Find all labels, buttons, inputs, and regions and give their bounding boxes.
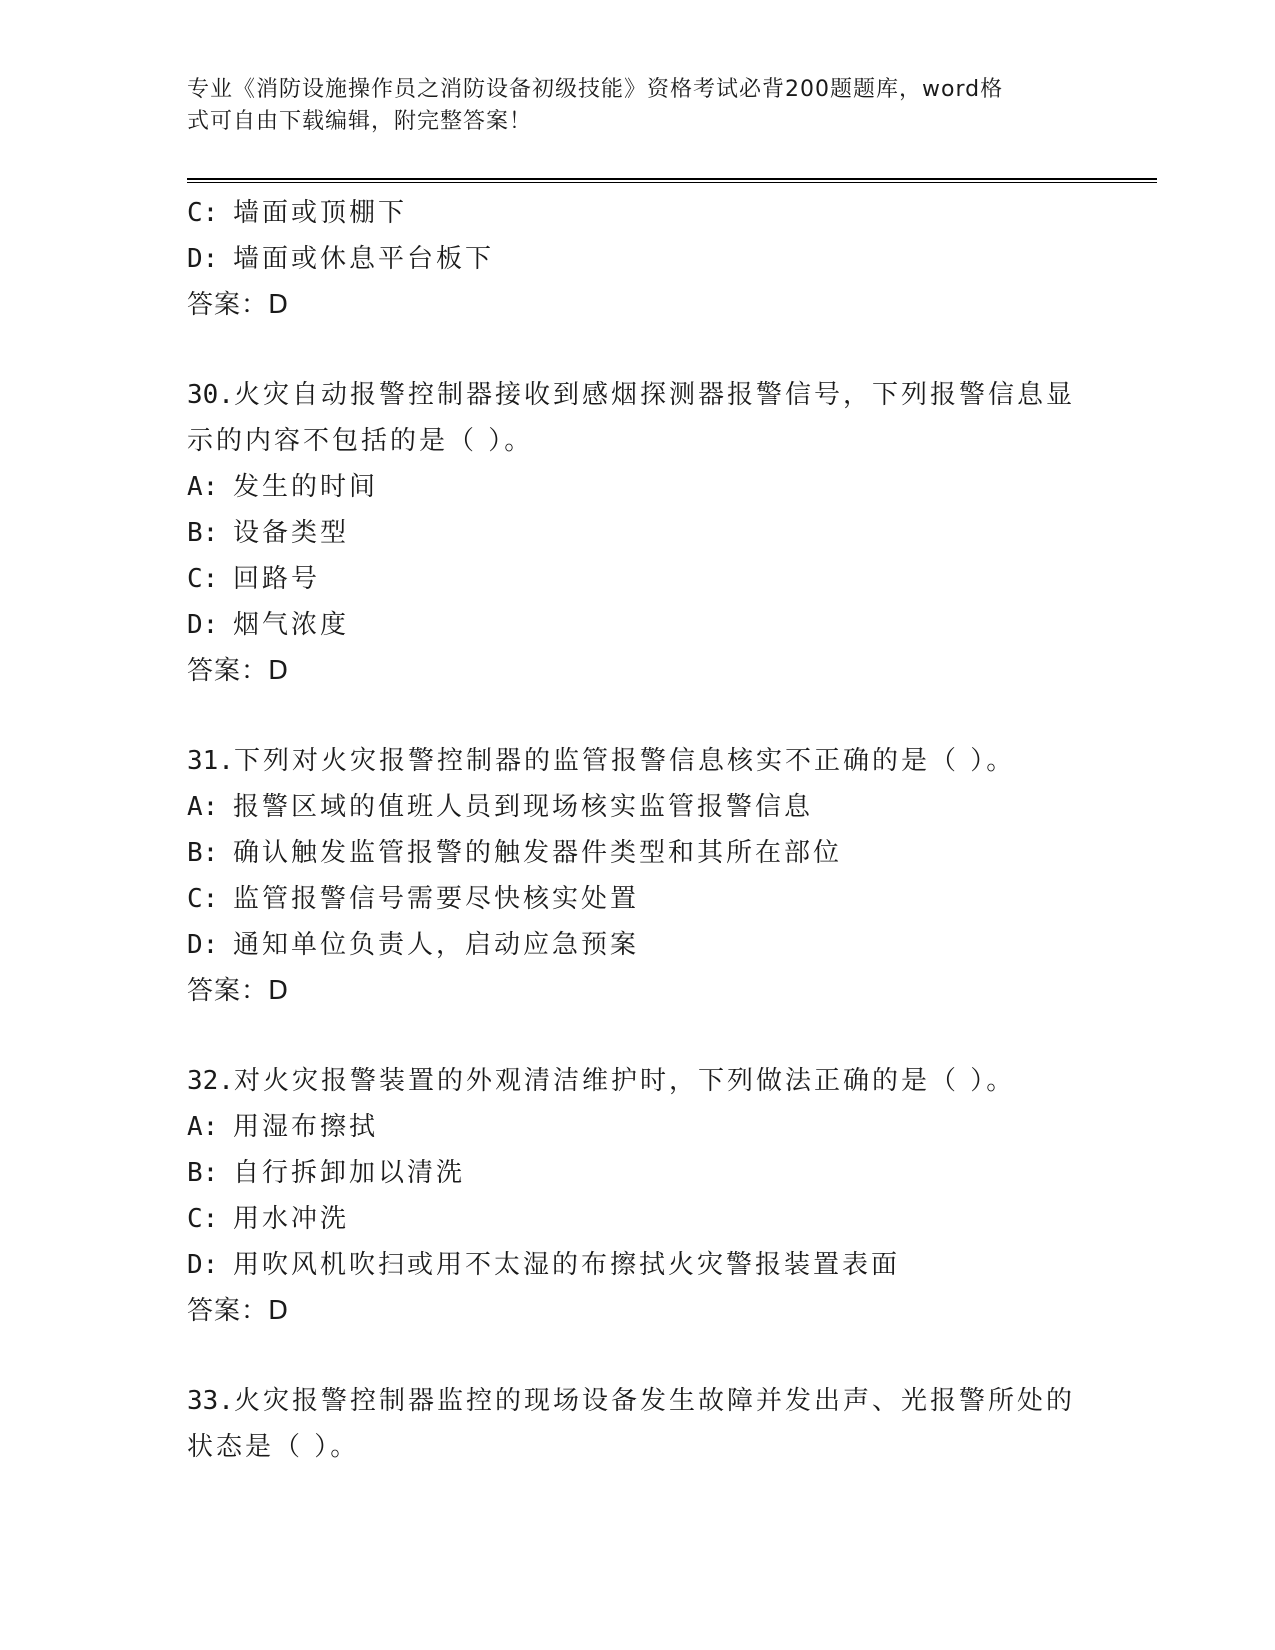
- spacer: [187, 328, 1147, 372]
- question-stem-text: 示的内容不包括的是（ ）。: [187, 426, 534, 456]
- question-stem-line: [187, 1378, 1147, 1424]
- option-line: [187, 510, 1147, 556]
- option-text: 确认触发监管报警的触发器件类型和其所在部位: [233, 838, 843, 868]
- option-text: 报警区域的值班人员到现场核实监管报警信息: [233, 792, 814, 822]
- option-prefix: C:: [187, 198, 219, 228]
- spacer: [187, 1334, 1147, 1378]
- header-line-1: 专业《消防设施操作员之消防设备初级技能》资格考试必背200题题库，word格: [187, 77, 1004, 102]
- option-prefix: C:: [187, 1204, 219, 1234]
- question-stem-text: 火灾自动报警控制器接收到感烟探测器报警信号，下列报警信息显: [233, 380, 1075, 410]
- option-text: 烟气浓度: [233, 610, 350, 640]
- option-text: 墙面或顶棚下: [233, 198, 408, 228]
- question-stem-line: [187, 1058, 1147, 1104]
- spacer: [187, 1014, 1147, 1058]
- option-text: 监管报警信号需要尽快核实处置: [233, 884, 640, 914]
- answer-line: 答案：D: [187, 290, 290, 320]
- option-line: [187, 602, 1147, 648]
- option-prefix: D:: [187, 244, 219, 274]
- question-list: [187, 190, 1147, 1470]
- question-block: [187, 372, 1147, 694]
- option-prefix: C:: [187, 884, 219, 914]
- option-line: [187, 784, 1147, 830]
- option-text: 墙面或休息平台板下: [233, 244, 495, 274]
- question-stem-line: [187, 418, 1147, 464]
- question-stem-line: [187, 372, 1147, 418]
- option-prefix: B:: [187, 838, 219, 868]
- header-divider-thick: [187, 178, 1157, 180]
- option-line: [187, 876, 1147, 922]
- option-line: [187, 556, 1147, 602]
- question-block: [187, 738, 1147, 1014]
- question-block: [187, 1058, 1147, 1334]
- question-stem-text: 火灾报警控制器监控的现场设备发生故障并发出声、光报警所处的: [233, 1386, 1075, 1416]
- option-text: 用吹风机吹扫或用不太湿的布擦拭火灾警报装置表面: [233, 1250, 901, 1280]
- option-line: [187, 1104, 1147, 1150]
- question-stem-line: [187, 1424, 1147, 1470]
- document-header: [187, 74, 1067, 138]
- option-text: 用水冲洗: [233, 1204, 350, 1234]
- option-line: [187, 1150, 1147, 1196]
- header-divider-thin: [187, 182, 1157, 183]
- spacer: [187, 694, 1147, 738]
- option-text: 通知单位负责人，启动应急预案: [233, 930, 640, 960]
- option-text: 用湿布擦拭: [233, 1112, 379, 1142]
- option-prefix: B:: [187, 518, 219, 548]
- option-text: 自行拆卸加以清洗: [233, 1158, 466, 1188]
- option-prefix: A:: [187, 1112, 219, 1142]
- question-stem-text: 状态是（ ）。: [187, 1432, 360, 1462]
- option-prefix: A:: [187, 472, 219, 502]
- question-number: 33.: [187, 1386, 234, 1416]
- question-stem-text: 下列对火灾报警控制器的监管报警信息核实不正确的是（ ）。: [233, 746, 1016, 776]
- option-prefix: D:: [187, 610, 219, 640]
- option-line: [187, 1242, 1147, 1288]
- question-number: 31.: [187, 746, 234, 776]
- question-number: 30.: [187, 380, 234, 410]
- answer-line: 答案：D: [187, 656, 290, 686]
- answer-line: 答案：D: [187, 1296, 290, 1326]
- option-prefix: B:: [187, 1158, 219, 1188]
- option-text: 设备类型: [233, 518, 350, 548]
- option-line: [187, 830, 1147, 876]
- option-line: [187, 464, 1147, 510]
- header-line-2: 式可自由下载编辑，附完整答案！: [187, 109, 533, 134]
- option-line: [187, 236, 1147, 282]
- option-line: [187, 922, 1147, 968]
- option-line: [187, 1196, 1147, 1242]
- question-stem-text: 对火灾报警装置的外观清洁维护时，下列做法正确的是（ ）。: [233, 1066, 1016, 1096]
- option-text: 回路号: [233, 564, 321, 594]
- question-fragment: [187, 190, 1147, 328]
- question-number: 32.: [187, 1066, 234, 1096]
- option-prefix: A:: [187, 792, 219, 822]
- option-text: 发生的时间: [233, 472, 379, 502]
- answer-line: 答案：D: [187, 976, 290, 1006]
- option-prefix: D:: [187, 1250, 219, 1280]
- question-block: [187, 1378, 1147, 1470]
- question-stem-line: [187, 738, 1147, 784]
- option-prefix: C:: [187, 564, 219, 594]
- option-prefix: D:: [187, 930, 219, 960]
- option-line: [187, 190, 1147, 236]
